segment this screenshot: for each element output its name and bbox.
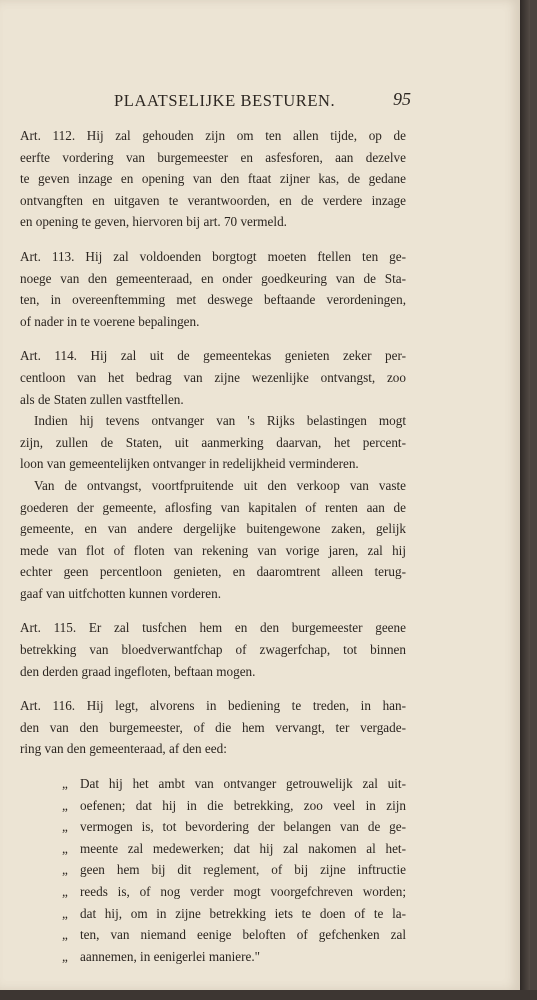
oath-line [62,773,406,795]
oath-line [62,903,406,925]
text-line: eerfte vordering van burgemeester en asfesforen, aan dezelve [20,149,406,165]
oath-text: meente zal medewerken; dat hij zal nakomen al het- [80,840,406,856]
oath-text: oefenen; dat hij in die betrekking, zoo veel in zijn [80,797,406,813]
page-header [0,91,520,115]
text-line: noege van den gemeenteraad, en onder goedkeuring van de Sta- [20,270,406,286]
text-line: echter geen percentloon genieten, en daaromtrent alleen terug- [20,564,406,580]
paragraph-art-113 [20,246,406,332]
oath-quotation [62,773,406,967]
text-line: Art. 116. Hij legt, alvorens in bediening te treden, in han- [20,698,406,714]
text-line: betrekking van bloedverwantfchap of zwagerfchap, tot binnen [20,642,406,658]
oath-line [62,946,406,968]
text-line: Indien hij tevens ontvanger van 's Rijks belastingen mogt [34,413,406,429]
text-line: Art. 115. Er zal tusfchen hem en den burgemeester geene [20,620,406,636]
quote-mark: „ [62,862,68,878]
oath-text: reeds is, of nog verder mogt voorgefchreven worden; [80,884,406,899]
text-line: Art. 112. Hij zal gehouden zijn om ten allen tijde, op de [20,128,406,143]
text-line: den derden graad ingefloten, beftaan mogen. [20,663,256,679]
paragraph-art-116 [20,695,406,760]
text-line: goederen der gemeente, aflosfing van kapitalen of renten aan de [20,499,406,515]
text-line: Art. 114. Hij zal uit de gemeentekas genieten zeker per- [20,348,406,364]
text-line: en opening te geven, hiervoren bij art. 70 vermeld. [20,214,287,230]
quote-mark: „ [62,776,68,792]
oath-text: aannemen, in eenigerlei maniere." [80,948,261,964]
body-text [20,125,406,967]
quote-mark: „ [62,797,68,813]
oath-text: geen hem bij dit reglement, of bij zijne inftructie [80,862,406,878]
text-line: gaaf van uitfchotten kunnen vorderen. [20,585,222,601]
paragraph-art-114-continuation [20,410,406,475]
text-line: den van den burgemeester, of die hem vervangt, ter vergade- [20,719,406,735]
oath-text: ten, van niemand eenige beloften of gefchenken zal [80,927,406,943]
text-line: mede van flot of floten van rekening van vorige jaren, zal hij [20,542,406,558]
oath-text: vermogen is, tot bevordering der belangen van de ge- [80,819,406,835]
page-number: 95 [393,89,411,109]
text-line: loon van gemeentelijken ontvanger in redelijkheid verminderen. [20,456,359,472]
text-line: als de Staten zullen vastftellen. [20,391,184,407]
text-line: of nader in te voerene bepalingen. [20,313,200,329]
oath-line [62,859,406,881]
text-line: gemeente, en van andere dergelijke buitengewone zaken, gelijk [20,521,406,537]
text-line: Van de ontvangst, voortfpruitende uit den verkoop van vaste [34,477,406,493]
quote-mark: „ [62,905,68,921]
book-fore-edge [520,0,530,1000]
oath-text: Dat hij het ambt van ontvanger getrouwelijk zal uit- [80,776,406,792]
paragraph-art-114-exception [20,475,406,605]
paragraph-art-112 [20,125,406,233]
quote-mark: „ [62,819,68,835]
oath-text: dat hij, om in zijne betrekking iets te doen of te la- [80,905,406,921]
quote-mark: „ [62,840,68,856]
text-line: Art. 113. Hij zal voldoenden borgtogt moeten ftellen ten ge- [20,248,406,264]
paragraph-art-115 [20,617,406,682]
background-bottom [0,990,537,1000]
quote-mark: „ [62,884,68,899]
oath-line [62,816,406,838]
text-line: ring van den gemeenteraad, af den eed: [20,741,227,757]
text-line: zijn, zullen de Staten, uit aanmerking daarvan, het percent- [20,434,406,450]
paragraph-art-114 [20,345,406,410]
quote-mark: „ [62,927,68,943]
oath-line [62,795,406,817]
text-line: te geven inzage en opening van den ftaat zijner kas, de gedane [20,171,406,187]
running-head: PLAATSELIJKE BESTUREN. [114,91,336,110]
text-line: ontvangften en uitgaven te verantwoorden, en de verdere inzage [20,192,406,208]
text-line: ten, in overeenftemming met deswege beftaande verordeningen, [20,292,406,308]
oath-line [62,838,406,860]
oath-line [62,881,406,903]
oath-line [62,924,406,946]
quote-mark: „ [62,948,68,964]
text-line: centloon van het bedrag van zijne wezenlijke ontvangst, zoo [20,369,406,385]
